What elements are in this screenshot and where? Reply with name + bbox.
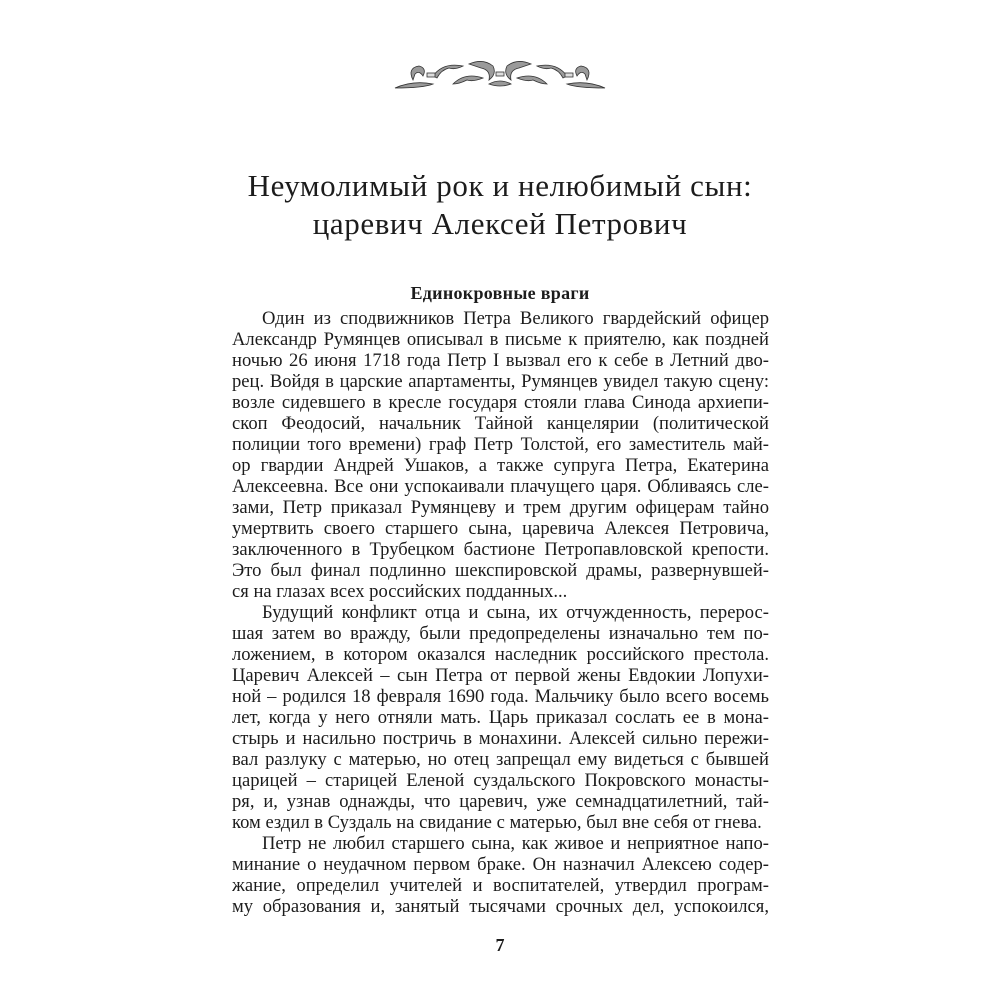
text-line: ком ездил в Суздаль на свидание с матерью, был вне себя от гнева. [232, 812, 762, 833]
text-line: ря, и, узнав однажды, что царевич, уже семнадцатилетний, тай- [232, 791, 769, 812]
text-line: рец. Войдя в царские апартаменты, Румянцев увидел такую сцену: [232, 371, 769, 392]
text-line: ор гвардии Андрей Ушаков, а также супруга Петра, Екатерина [232, 455, 769, 476]
page-number: 7 [495, 935, 505, 955]
text-line: Александр Румянцев описывал в письме к приятелю, как поздней [232, 329, 769, 350]
section-title: Единокровные враги [410, 283, 590, 303]
text-line: зами, Петр приказал Румянцеву и трем другим офицерам тайно [232, 497, 769, 518]
chapter-title-line-2: царевич Алексей Петрович [312, 206, 688, 241]
text-line: стырь и насильно постричь в монахини. Алексей сильно пережи- [232, 728, 769, 749]
text-line: заключенного в Трубецком бастионе Петропавловской крепости. [232, 539, 769, 560]
text-line: умертвить своего старшего сына, царевича Алексея Петровича, [232, 518, 769, 539]
text-line: шая затем во вражду, были предопределены изначально тем по- [232, 623, 769, 644]
text-line: жание, определил учителей и воспитателей, утвердил програм- [232, 875, 769, 896]
text-line: скоп Феодосий, начальник Тайной канцелярии (политической [232, 413, 769, 434]
text-line: минание о неудачном первом браке. Он назначил Алексею содер- [232, 854, 769, 875]
text-line: царицей – старицей Еленой суздальского Покровского монасты- [232, 770, 769, 791]
text-line: Петр не любил старшего сына, как живое и неприятное напо- [262, 833, 769, 854]
text-line: вал разлуку с матерью, но отец запрещал ему видеться с бывшей [232, 749, 769, 770]
decorative-ornament-icon [393, 58, 607, 92]
text-line: Будущий конфликт отца и сына, их отчужденность, перерос- [262, 602, 769, 623]
text-line: полиции того времени) граф Петр Толстой, его заместитель май- [232, 434, 769, 455]
body-text [232, 308, 769, 917]
text-line: Это был финал подлинно шекспировской драмы, развернувшей- [232, 560, 769, 581]
text-line: ся на глазах всех российских подданных... [232, 581, 568, 602]
text-line: му образования и, занятый тысячами срочных дел, успокоился, [232, 896, 769, 917]
text-line: ной – родился 18 февраля 1690 года. Мальчику было всего восемь [232, 686, 769, 707]
text-line: лет, когда у него отняли мать. Царь приказал сослать ее в мона- [232, 707, 769, 728]
text-line: Один из сподвижников Петра Великого гвардейский офицер [262, 308, 769, 329]
text-line: ложением, в котором оказался наследник российского престола. [232, 644, 769, 665]
text-line: Алексеевна. Все они успокаивали плачущего царя. Обливаясь сле- [232, 476, 769, 497]
chapter-title-line-1: Неумолимый рок и нелюбимый сын: [247, 168, 753, 203]
text-line: Царевич Алексей – сын Петра от первой жены Евдокии Лопухи- [232, 665, 769, 686]
text-line: ночью 26 июня 1718 года Петр I вызвал его к себе в Летний дво- [232, 350, 769, 371]
text-line: возле сидевшего в кресле государя стояли глава Синода архиепи- [232, 392, 769, 413]
